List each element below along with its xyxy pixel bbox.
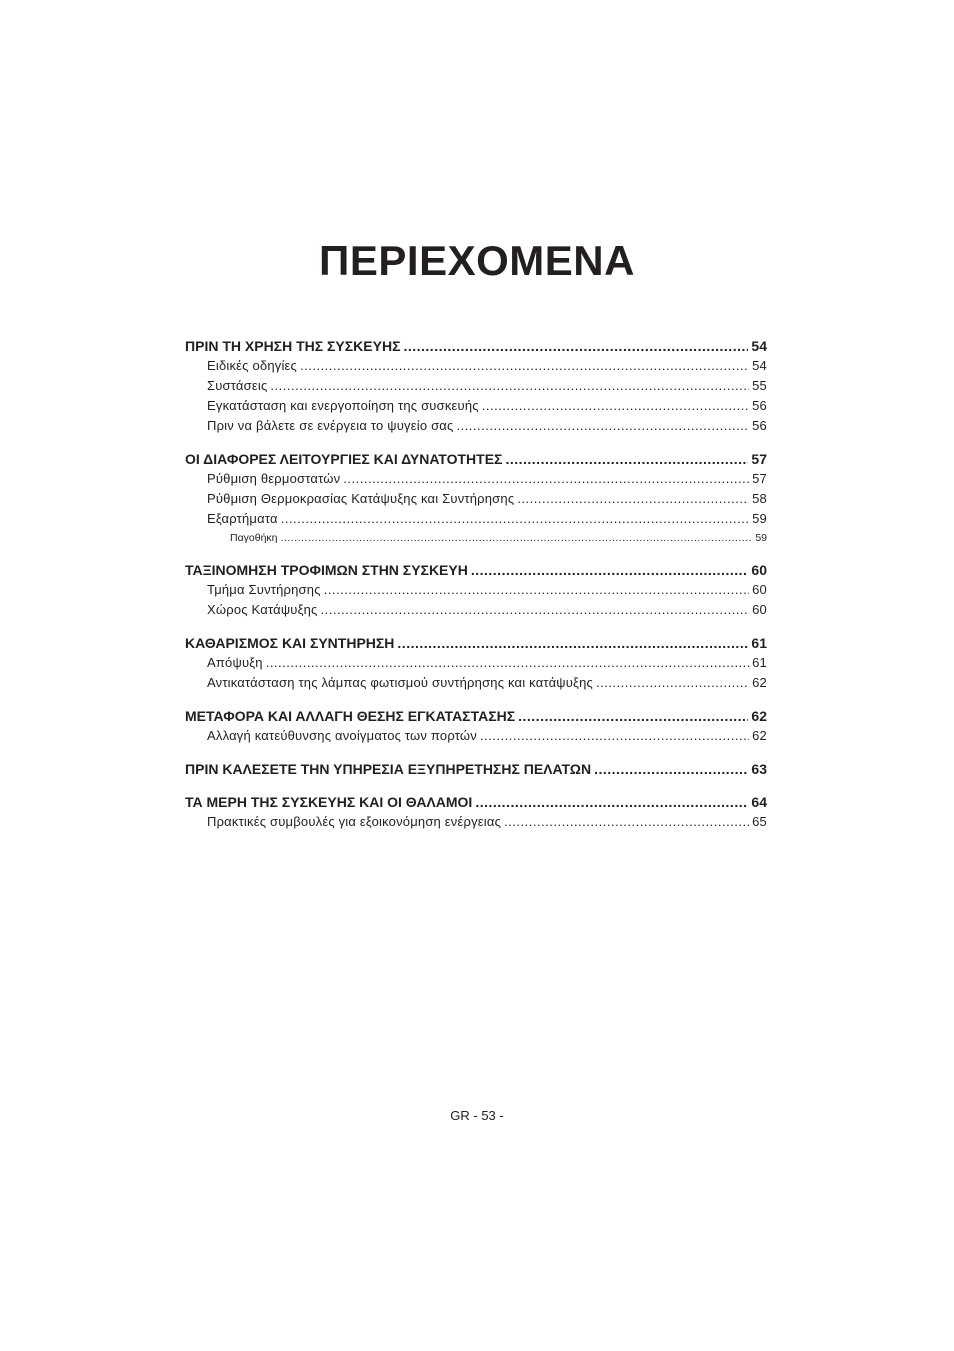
dot-leader: [321, 600, 750, 620]
toc-entry-page: 62: [752, 728, 767, 743]
toc-heading-page: 61: [751, 635, 767, 651]
toc-entry-page: 58: [752, 491, 767, 506]
toc-heading: [185, 336, 767, 356]
toc-entry-label: Ρύθμιση θερμοστατών: [207, 471, 341, 486]
toc-heading: [185, 560, 767, 580]
toc-entry: [185, 812, 767, 832]
dot-leader: [403, 336, 748, 356]
toc-entry-label: Συστάσεις: [207, 378, 268, 393]
dot-leader: [480, 726, 749, 746]
toc-entry-label: Πριν να βάλετε σε ενέργεια το ψυγείο σας: [207, 418, 454, 433]
toc-section: [185, 706, 767, 746]
toc-entry: [185, 376, 767, 396]
toc-entry-label: Παγοθήκη: [230, 532, 278, 544]
toc-entry-page: 65: [752, 814, 767, 829]
toc-section: [185, 633, 767, 693]
dot-leader: [594, 759, 748, 779]
toc-entry-label: Απόψυξη: [207, 655, 263, 670]
dot-leader: [505, 449, 748, 469]
toc-entry-page: 54: [752, 358, 767, 373]
toc-entry: [185, 396, 767, 416]
toc-heading: [185, 706, 767, 726]
toc-heading-page: 60: [751, 562, 767, 578]
toc-heading: [185, 633, 767, 653]
toc-heading-label: ΠΡΙΝ ΤΗ ΧΡΗΣΗ ΤΗΣ ΣΥΣΚΕΥΗΣ: [185, 338, 401, 354]
toc-entry-label: Χώρος Κατάψυξης: [207, 602, 318, 617]
dot-leader: [596, 673, 749, 693]
toc-entry: [185, 489, 767, 509]
toc-entry: [185, 653, 767, 673]
toc-entry-label: Τμήμα Συντήρησης: [207, 582, 321, 597]
toc-entry: [185, 580, 767, 600]
toc-entry-page: 62: [752, 675, 767, 690]
toc-entry-label: Εγκατάσταση και ενεργοποίηση της συσκευής: [207, 398, 479, 413]
toc-section: [185, 792, 767, 832]
toc-section: [185, 336, 767, 436]
toc-heading-label: ΠΡΙΝ ΚΑΛΕΣΕΤΕ ΤΗΝ ΥΠΗΡΕΣΙΑ ΕΞΥΠΗΡΕΤΗΣΗΣ ΠΕΛΑΤΩΝ: [185, 761, 592, 777]
toc-entry: [185, 509, 767, 529]
toc-section: [185, 449, 767, 547]
toc-heading-page: 63: [751, 761, 767, 777]
toc-entry-page: 57: [752, 471, 767, 486]
toc-entry-page: 56: [752, 398, 767, 413]
toc-entry-page: 59: [755, 532, 767, 544]
toc-section: [185, 759, 767, 779]
toc-heading-label: ΟΙ ΔΙΑΦΟΡΕΣ ΛΕΙΤΟΥΡΓΙΕΣ ΚΑΙ ΔΥΝΑΤΟΤΗΤΕΣ: [185, 451, 503, 467]
toc-heading-page: 62: [751, 708, 767, 724]
dot-leader: [300, 356, 749, 376]
toc-heading: [185, 759, 767, 779]
dot-leader: [281, 529, 753, 547]
toc-entry-page: 55: [752, 378, 767, 393]
dot-leader: [518, 706, 748, 726]
dot-leader: [475, 792, 748, 812]
page-title: ΠΕΡΙΕΧΟΜΕΝΑ: [319, 237, 635, 284]
toc-heading-page: 64: [751, 794, 767, 810]
toc-entry: [185, 529, 767, 547]
toc-heading-label: ΤΑΞΙΝΟΜΗΣΗ ΤΡΟΦΙΜΩΝ ΣΤΗΝ ΣΥΣΚΕΥΗ: [185, 562, 468, 578]
toc-entry-label: Εξαρτήματα: [207, 511, 278, 526]
dot-leader: [456, 416, 749, 436]
toc-entry-label: Ειδικές οδηγίες: [207, 358, 298, 373]
toc-entry-page: 61: [752, 655, 767, 670]
dot-leader: [324, 580, 749, 600]
toc-entry-page: 60: [752, 582, 767, 597]
toc-entry: [185, 600, 767, 620]
dot-leader: [343, 469, 749, 489]
dot-leader: [397, 633, 748, 653]
toc-entry-label: Πρακτικές συμβουλές για εξοικονόμηση ενέργειας: [207, 814, 502, 829]
dot-leader: [471, 560, 749, 580]
dot-leader: [504, 812, 749, 832]
toc-entry-label: Ρύθμιση Θερμοκρασίας Κατάψυξης και Συντήρησης: [207, 491, 515, 506]
dot-leader: [517, 489, 749, 509]
toc-entry-label: Αλλαγή κατεύθυνσης ανοίγματος των πορτών: [207, 728, 477, 743]
dot-leader: [266, 653, 749, 673]
toc-entry: [185, 356, 767, 376]
toc-heading-label: ΜΕΤΑΦΟΡΑ ΚΑΙ ΑΛΛΑΓΗ ΘΕΣΗΣ ΕΓΚΑΤΑΣΤΑΣΗΣ: [185, 708, 516, 724]
toc-entry-page: 60: [752, 602, 767, 617]
toc-entry: [185, 469, 767, 489]
dot-leader: [270, 376, 749, 396]
dot-leader: [482, 396, 749, 416]
toc-section: [185, 560, 767, 620]
toc-heading-page: 54: [751, 338, 767, 354]
page-number-footer: GR - 53 -: [450, 1108, 504, 1123]
toc-heading-page: 57: [751, 451, 767, 467]
dot-leader: [281, 509, 749, 529]
toc-entry: [185, 673, 767, 693]
toc-entry-label: Αντικατάσταση της λάμπας φωτισμού συντήρησης και κατάψυξης: [207, 675, 593, 690]
toc-entry: [185, 726, 767, 746]
toc-heading: [185, 792, 767, 812]
toc-heading-label: ΤΑ ΜΕΡΗ ΤΗΣ ΣΥΣΚΕΥΗΣ ΚΑΙ ΟΙ ΘΑΛΑΜΟΙ: [185, 794, 473, 810]
toc-entry-page: 56: [752, 418, 767, 433]
toc-entry-page: 59: [752, 511, 767, 526]
toc-heading-label: ΚΑΘΑΡΙΣΜΟΣ ΚΑΙ ΣΥΝΤΗΡΗΣΗ: [185, 635, 395, 651]
table-of-contents: [185, 336, 767, 845]
toc-heading: [185, 449, 767, 469]
toc-entry: [185, 416, 767, 436]
